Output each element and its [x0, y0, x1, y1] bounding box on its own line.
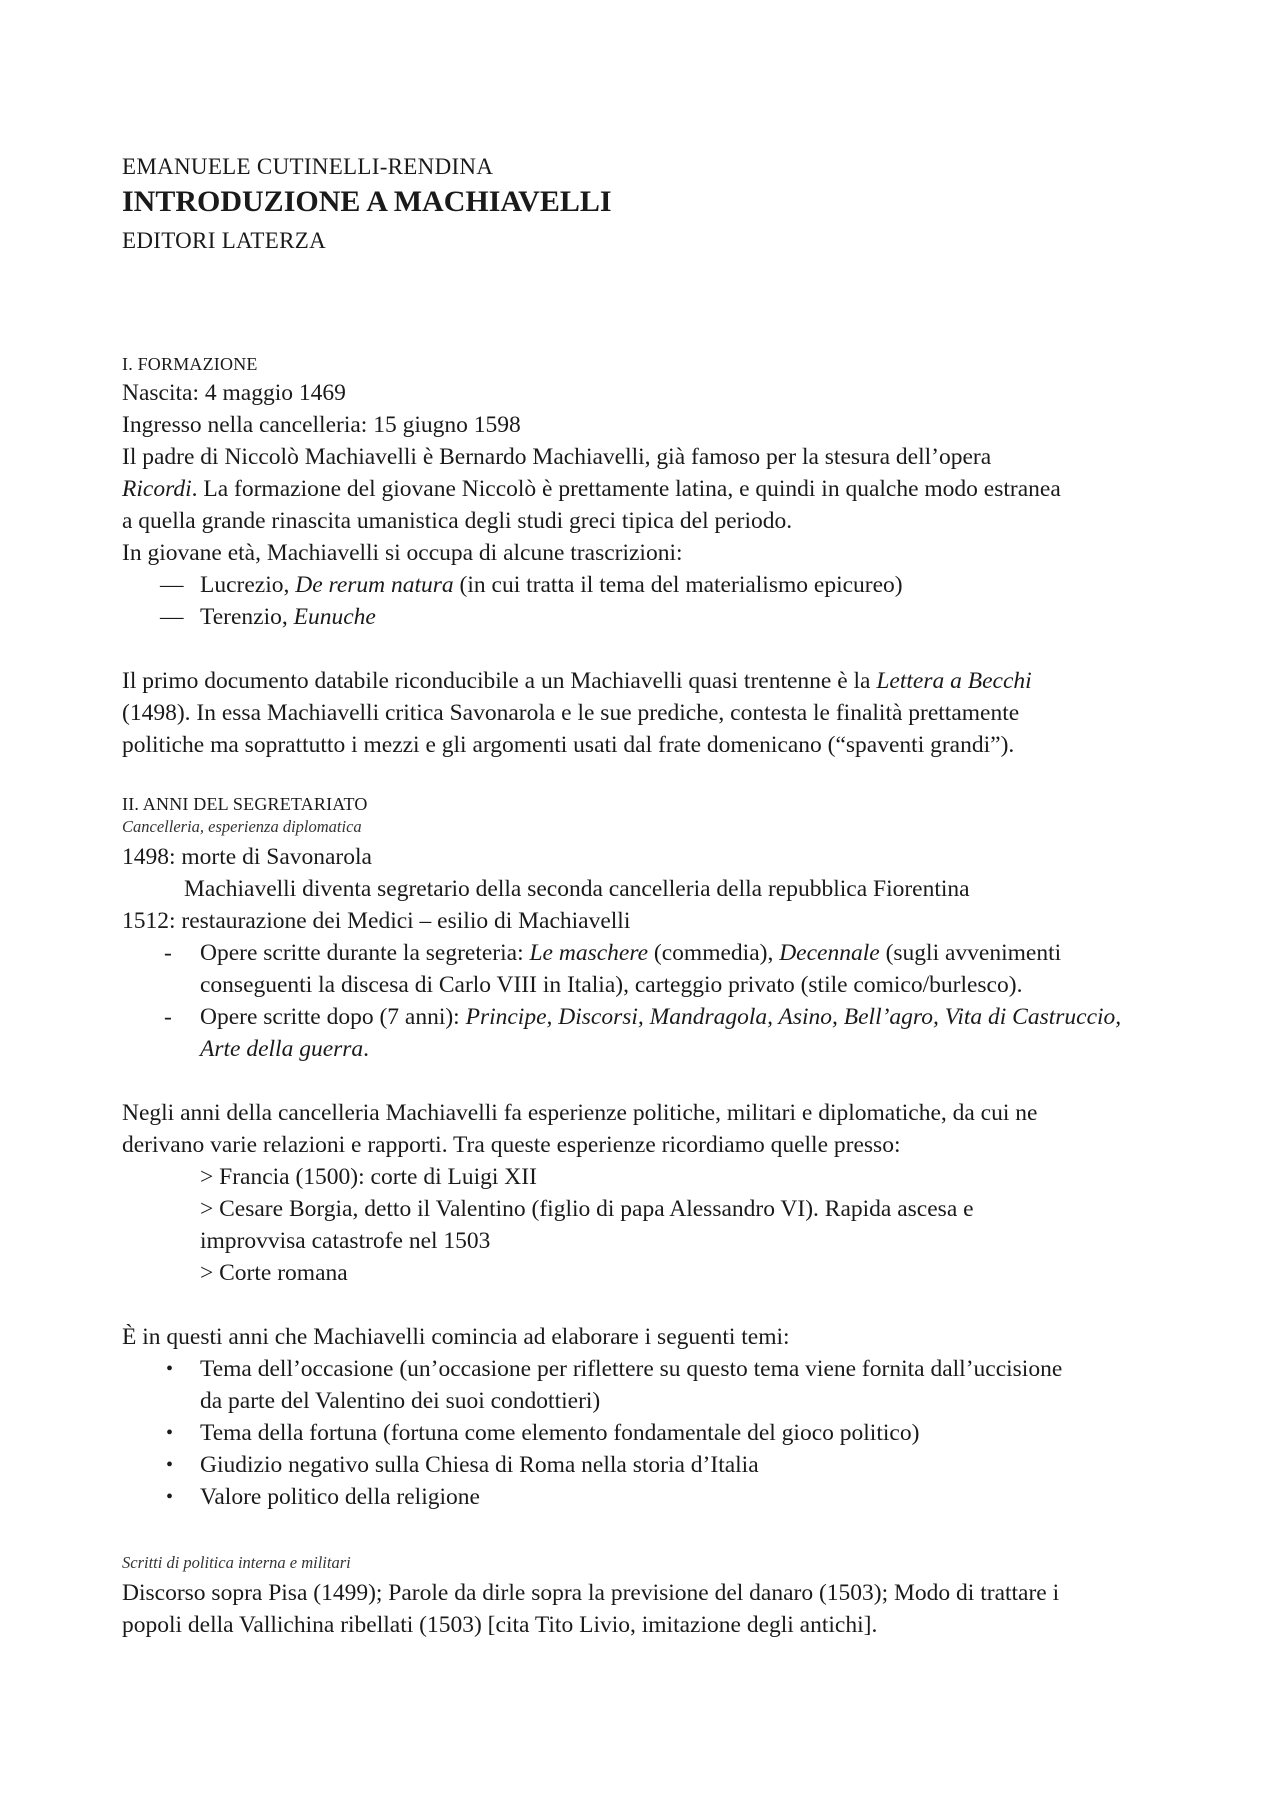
paragraph-line: In giovane età, Machiavelli si occupa di alcune trascrizioni:: [122, 540, 683, 566]
subheading: Cancelleria, esperienza diplomatica: [122, 817, 362, 836]
experience-item: > Francia (1500): corte di Luigi XII: [200, 1164, 537, 1190]
dash-marker: —: [160, 572, 184, 598]
section-heading-segretariato: II. ANNI DEL SEGRETARIATO: [122, 794, 368, 814]
paragraph-line: Il primo documento databile riconducibile a un Machiavelli quasi trentenne è la Lettera a Becchi: [122, 668, 1032, 694]
paragraph-line: È in questi anni che Machiavelli comincia ad elaborare i seguenti temi:: [122, 1324, 790, 1350]
author-name: EMANUELE CUTINELLI-RENDINA: [122, 154, 494, 179]
timeline-detail: Machiavelli diventa segretario della seconda cancelleria della repubblica Fiorentina: [184, 876, 970, 902]
paragraph-line: Ricordi. La formazione del giovane Niccolò è prettamente latina, e quindi in qualche modo estranea: [122, 476, 1061, 502]
hyphen-marker: -: [164, 1004, 172, 1030]
experience-item-continuation: improvvisa catastrofe nel 1503: [200, 1228, 491, 1254]
book-title: INTRODUZIONE A MACHIAVELLI: [122, 185, 612, 218]
experience-item: > Cesare Borgia, detto il Valentino (figlio di papa Alessandro VI). Rapida ascesa e: [200, 1196, 974, 1222]
birth-date: Nascita: 4 maggio 1469: [122, 380, 346, 406]
paragraph-line: (1498). In essa Machiavelli critica Savonarola e le sue prediche, contesta le finalità prettamente: [122, 700, 1020, 726]
experience-item: > Corte romana: [200, 1260, 348, 1286]
list-item-continuation: Arte della guerra.: [200, 1036, 370, 1062]
bullet-item-continuation: da parte del Valentino dei suoi condottieri): [200, 1388, 601, 1414]
paragraph-line: Discorso sopra Pisa (1499); Parole da dirle sopra la previsione del danaro (1503); Modo di trattare i: [122, 1580, 1060, 1606]
bullet-marker: •: [166, 1358, 174, 1380]
bullet-marker: •: [166, 1486, 174, 1508]
bullet-marker: •: [166, 1454, 174, 1476]
paragraph-line: Il padre di Niccolò Machiavelli è Bernardo Machiavelli, già famoso per la stesura dell’opera: [122, 444, 992, 470]
publisher-name: EDITORI LATERZA: [122, 228, 327, 253]
bullet-marker: •: [166, 1422, 174, 1444]
hyphen-marker: -: [164, 940, 172, 966]
section-heading-formazione: I. FORMAZIONE: [122, 354, 258, 374]
timeline-entry: 1512: restaurazione dei Medici – esilio di Machiavelli: [122, 908, 631, 934]
paragraph-line: a quella grande rinascita umanistica degli studi greci tipica del periodo.: [122, 508, 793, 534]
dash-marker: —: [160, 604, 184, 630]
paragraph-line: Negli anni della cancelleria Machiavelli fa esperienze politiche, militari e diplomatiche, da cui ne: [122, 1100, 1038, 1126]
timeline-entry: 1498: morte di Savonarola: [122, 844, 372, 870]
paragraph-line: politiche ma soprattutto i mezzi e gli argomenti usati dal frate domenicano (“spaventi grandi”).: [122, 732, 1015, 758]
paragraph-line: popoli della Vallichina ribellati (1503) [cita Tito Livio, imitazione degli antichi].: [122, 1612, 878, 1638]
chancellery-entry: Ingresso nella cancelleria: 15 giugno 1598: [122, 412, 521, 438]
subheading: Scritti di politica interna e militari: [122, 1553, 351, 1572]
list-item-continuation: conseguenti la discesa di Carlo VIII in Italia), carteggio privato (stile comico/burlesco).: [200, 972, 1023, 998]
paragraph-line: derivano varie relazioni e rapporti. Tra queste esperienze ricordiamo quelle presso:: [122, 1132, 901, 1158]
work-title: Ricordi: [122, 476, 192, 502]
